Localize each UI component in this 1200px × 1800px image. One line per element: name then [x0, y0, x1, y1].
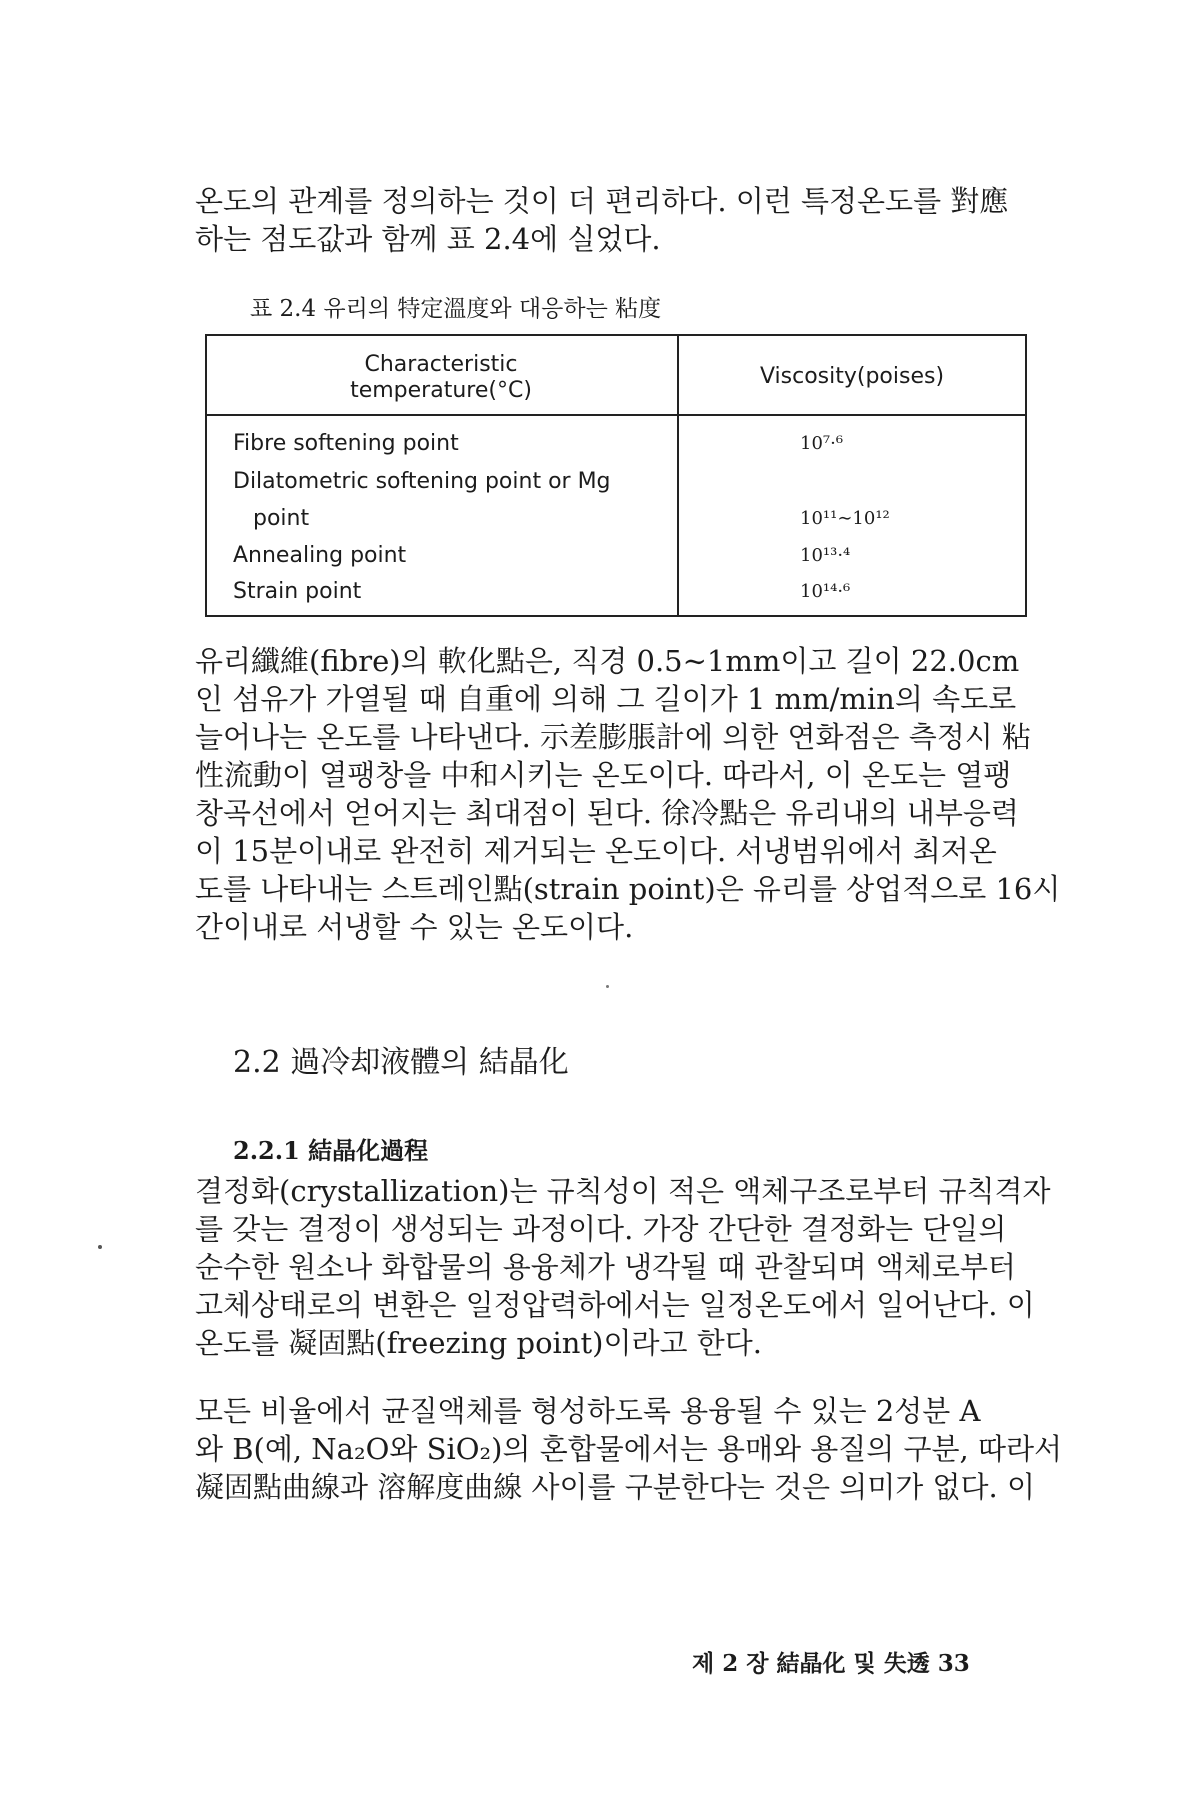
row-value: 10¹³·⁴: [800, 545, 851, 566]
text-line: 凝固點曲線과 溶解度曲線 사이를 구분한다는 것은 의미가 없다. 이: [195, 1470, 1035, 1504]
text-line: 모든 비율에서 균질액체를 형성하도록 용융될 수 있는 2성분 A: [195, 1394, 981, 1428]
print-speck: [98, 1245, 102, 1249]
table-rule-header: [205, 414, 1027, 416]
text-line: 고체상태로의 변환은 일정압력하에서는 일정온도에서 일어난다. 이: [195, 1288, 1035, 1322]
table-rule-top: [205, 334, 1027, 336]
text-line: 순수한 원소나 화합물의 용융체가 냉각될 때 관찰되며 액체로부터: [195, 1250, 1016, 1284]
row-value: 10¹¹∼10¹²: [800, 508, 890, 529]
text-line: 를 갖는 결정이 생성되는 과정이다. 가장 간단한 결정화는 단일의: [195, 1212, 1007, 1246]
text-line: 온도의 관계를 정의하는 것이 더 편리하다. 이런 특정온도를 對應: [195, 184, 1009, 218]
row-label: Annealing point: [233, 543, 407, 568]
column-header-viscosity: Viscosity(poises): [759, 364, 945, 389]
row-label: Dilatometric softening point or Mg: [233, 469, 611, 494]
text-line: 인 섬유가 가열될 때 自重에 의해 그 길이가 1 mm/min의 속도로: [195, 682, 1017, 716]
paragraph-intro: [195, 182, 1030, 258]
row-label: Fibre softening point: [233, 431, 459, 456]
column-header-temperature: Characteristic temperature(°C): [350, 352, 532, 403]
row-value: 10¹⁴·⁶: [800, 581, 851, 602]
text-line: 도를 나타내는 스트레인點(strain point)은 유리를 상업적으로 16시: [195, 872, 1061, 906]
paragraph-softening: [195, 642, 1061, 946]
text-line: 간이내로 서냉할 수 있는 온도이다.: [195, 910, 634, 944]
paragraph-binary-mixture: [195, 1392, 1063, 1506]
viscosity-table: [205, 334, 1027, 617]
text-line: 결정화(crystallization)는 규칙성이 적은 액체구조로부터 규칙격자: [195, 1174, 1051, 1208]
text-line: 와 B(예, Na₂O와 SiO₂)의 혼합물에서는 용매와 용질의 구분, 따라서: [195, 1432, 1063, 1466]
paragraph-crystallization: [195, 1172, 1051, 1362]
text-line: 온도를 凝固點(freezing point)이라고 한다.: [195, 1326, 762, 1360]
table-caption: 표 2.4 유리의 特定溫度와 대응하는 粘度: [250, 296, 662, 322]
row-label: point: [253, 506, 310, 531]
text-line: 창곡선에서 얻어지는 최대점이 된다. 徐冷點은 유리내의 내부응력: [195, 796, 1019, 830]
text-line: 이 15분이내로 완전히 제거되는 온도이다. 서냉범위에서 최저온: [195, 834, 997, 868]
section-heading: 2.2 過冷却液體의 結晶化: [233, 1045, 569, 1080]
page-footer: 제 2 장 結晶化 및 失透 33: [692, 1650, 970, 1677]
row-value: 10⁷·⁶: [800, 433, 844, 454]
print-speck: [606, 985, 609, 988]
text-line: 性流動이 열팽창을 中和시키는 온도이다. 따라서, 이 온도는 열팽: [195, 758, 1012, 792]
subsection-heading: 2.2.1 結晶化過程: [233, 1136, 429, 1165]
text-line: 유리纖維(fibre)의 軟化點은, 직경 0.5∼1mm이고 길이 22.0cm: [195, 644, 1020, 678]
text-line: 하는 점도값과 함께 표 2.4에 실었다.: [195, 222, 661, 256]
table-rule-bottom: [205, 615, 1027, 617]
text-line: 늘어나는 온도를 나타낸다. 示差膨脹計에 의한 연화점은 측정시 粘: [195, 720, 1032, 754]
row-label: Strain point: [233, 579, 362, 604]
